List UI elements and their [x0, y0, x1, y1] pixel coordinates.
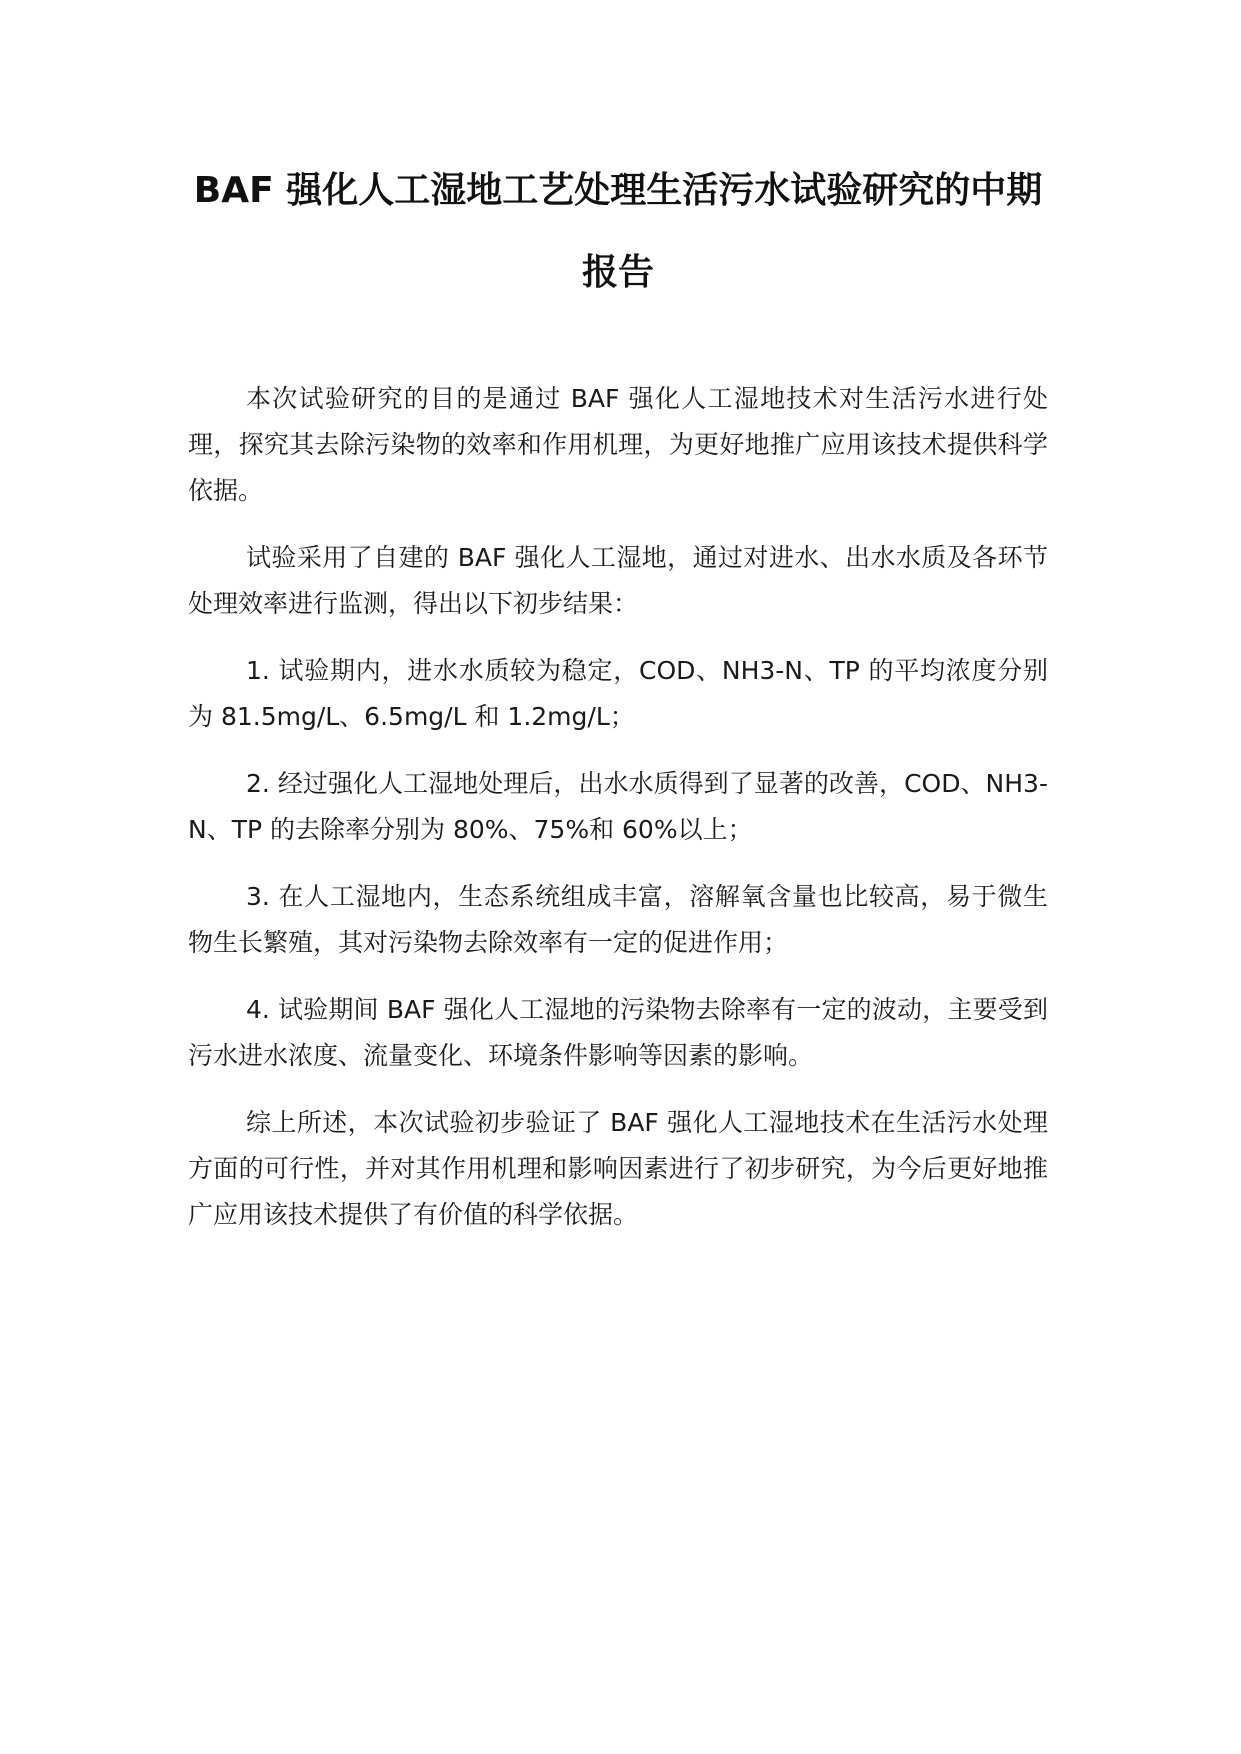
- paragraph-result-3: 3. 在人工湿地内，生态系统组成丰富，溶解氧含量也比较高，易于微生物生长繁殖，其对污染物去除效率有一定的促进作用；: [188, 882, 1048, 957]
- document-page: [188, 150, 1048, 1259]
- paragraph-method: 试验采用了自建的 BAF 强化人工湿地，通过对进水、出水水质及各环节处理效率进行监测，得出以下初步结果：: [188, 543, 1048, 618]
- document-body: [188, 376, 1048, 1238]
- paragraph-result-1: 1. 试验期内，进水水质较为稳定，COD、NH3-N、TP 的平均浓度分别为 81.5mg/L、6.5mg/L 和 1.2mg/L；: [188, 656, 1048, 731]
- paragraph-conclusion: 综上所述，本次试验初步验证了 BAF 强化人工湿地技术在生活污水处理方面的可行性，并对其作用机理和影响因素进行了初步研究，为今后更好地推广应用该技术提供了有价值的科学依据。: [188, 1108, 1048, 1229]
- paragraph-result-2: 2. 经过强化人工湿地处理后，出水水质得到了显著的改善，COD、NH3-N、TP 的去除率分别为 80%、75%和 60%以上；: [188, 769, 1048, 844]
- paragraph-intro: 本次试验研究的目的是通过 BAF 强化人工湿地技术对生活污水进行处理，探究其去除污染物的效率和作用机理，为更好地推广应用该技术提供科学依据。: [188, 384, 1048, 505]
- paragraph-result-4: 4. 试验期间 BAF 强化人工湿地的污染物去除率有一定的波动，主要受到污水进水浓度、流量变化、环境条件影响等因素的影响。: [188, 995, 1048, 1070]
- document-title: BAF 强化人工湿地工艺处理生活污水试验研究的中期报告: [193, 170, 1043, 293]
